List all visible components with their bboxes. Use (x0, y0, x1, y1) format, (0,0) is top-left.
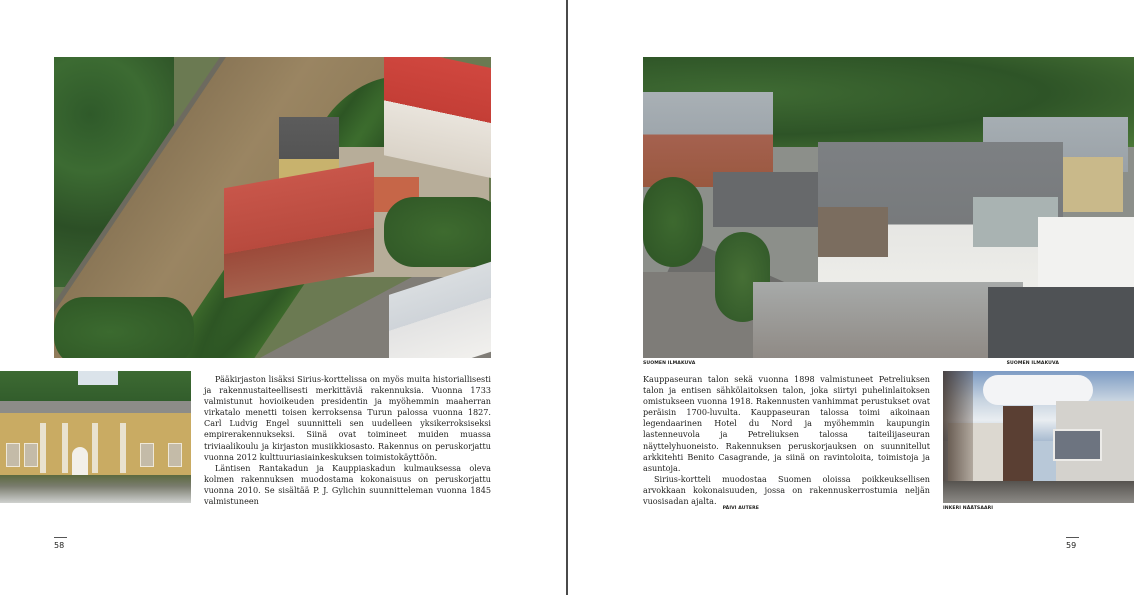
small-photo-left (0, 371, 191, 503)
page-number-text: 59 (1066, 541, 1077, 550)
folio-rule (54, 537, 67, 538)
photo-glass-tower (1003, 406, 1033, 481)
page-number-text: 58 (54, 541, 65, 550)
photo-door (72, 447, 88, 475)
photo-window-box (1053, 429, 1102, 461)
photo-window (24, 443, 38, 467)
small-photo-right (943, 371, 1134, 503)
photo-trees (643, 177, 703, 267)
photo-front-roofs (753, 282, 1023, 358)
paragraph: Kauppaseuran talon sekä vuonna 1898 valmistuneet Petreliuksen talon ja entisen sähkölaitoksen talon, joka siirtyi puhelinlaitoksen omistukseen vuonna 1918. Rakennusten vanhimmat perustukset ovat peräisin 1700-luvulta. Kauppaseuran talossa toimi aikoinaan legendaarinen Hotel du Nord ja myöhemmin kaupungin lastenneuvola ja Petreliuksen talossa taiteilijaseuran näyttelyhuoneisto. Rakennuksen peruskorjauksen on suunnitellut arkkitehti Benito Casagrande, ja siinä on ravintoloita, toimistoja ja asuntoja. (643, 374, 930, 473)
aerial-photo-right (643, 57, 1134, 358)
photo-credit: INKERI NÄÄTSAARI (943, 506, 994, 511)
photo-column (120, 423, 126, 473)
book-spine-divider (566, 0, 568, 595)
photo-credit: SUOMEN ILMAKUVA (643, 361, 696, 366)
photo-sky (78, 371, 118, 385)
photo-bare-tree (943, 371, 973, 481)
photo-low-roof (713, 172, 818, 227)
photo-ground (943, 481, 1134, 503)
aerial-photo-left (54, 57, 491, 358)
photo-library-glass-facade (818, 207, 888, 257)
photo-column (92, 423, 98, 473)
folio-rule (1066, 537, 1079, 538)
photo-lower-trees (54, 297, 194, 358)
photo-roof (0, 401, 191, 413)
paragraph: Pääkirjaston lisäksi Sirius-korttelissa on myös muita historiallisesti ja rakennustaiteellisesti merkittäviä rakennuksia. Vuonna 1733 valmistunut hovioikeuden presidentin ja myöhemmin maaherran virkatalo menetti toisen kerroksensa Turun palossa vuonna 1827. Carl Ludvig Engel suunnitteli sen uudelleen yksikerroksiseksi empirerakennukseksi. Siinä ovat toimineet muiden muassa triviaalikoulu ja kirjaston musiikkiosasto. Rakennus on peruskorjattu vuonna 2012 kulttuuriasiainkeskuksen toimistokäyttöön. (204, 374, 491, 462)
page-number-right (1066, 537, 1079, 550)
photo-trees-right (384, 197, 491, 267)
paragraph: Läntisen Rantakadun ja Kauppiaskadun kulmauksessa oleva kolmen rakennuksen muodostama kokonaisuus on peruskorjattu vuonna 2010. Se sisältää P. J. Gylichin suunnitteleman vuonna 1845 valmistuneen (204, 462, 491, 507)
paragraph: Sirius-kortteli muodostaa Suomen oloissa poikkeuksellisen arvokkaan kokonaisuuden, jossa on rakennuskerrostumia neljän vuosisadan ajalta. (643, 473, 930, 507)
body-text-left (204, 374, 491, 507)
photo-window (6, 443, 20, 467)
photo-credit: PÄIVI AUTERE (722, 506, 759, 511)
photo-credit: SUOMEN ILMAKUVA (1006, 361, 1059, 366)
photo-dark-roof (988, 287, 1134, 358)
page-number-left (54, 537, 67, 550)
photo-column (40, 423, 46, 473)
photo-column (62, 423, 68, 473)
body-text-right (643, 374, 930, 507)
photo-ground (0, 475, 191, 503)
photo-window (140, 443, 154, 467)
photo-window (168, 443, 182, 467)
